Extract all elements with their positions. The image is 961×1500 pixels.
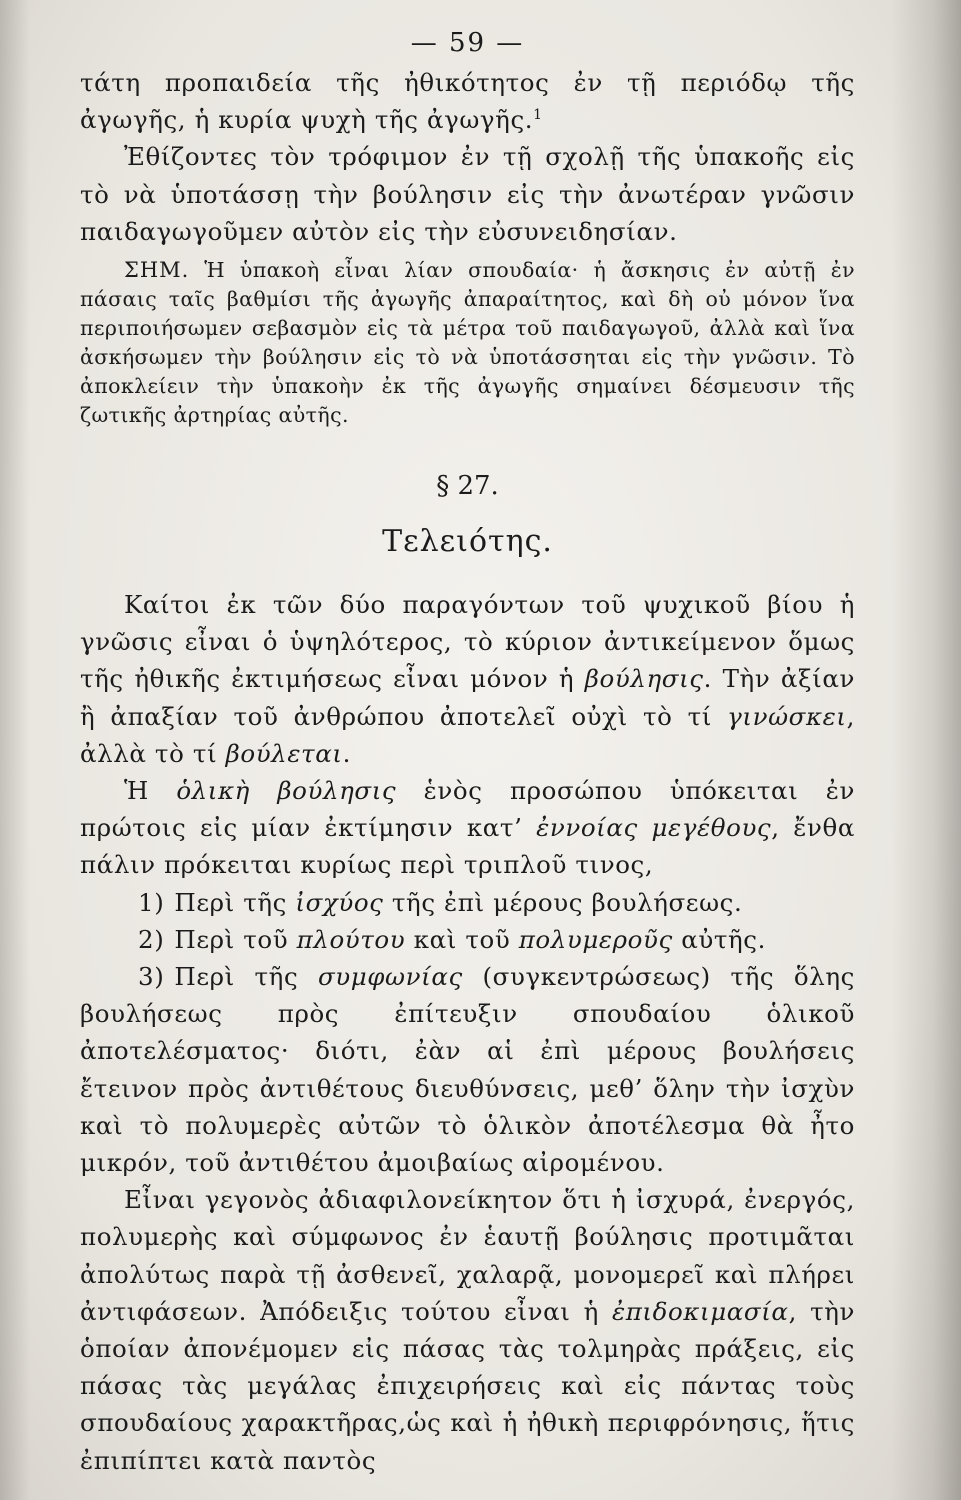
italic-term: γινώσκει <box>727 701 847 731</box>
italic-term: συμφωνίας <box>317 962 463 992</box>
paragraph-text: τάτη προπαιδεία τῆς ἠθικότητος ἐν τῇ περιόδῳ τῆς ἀγωγῆς, ἡ κυρία ψυχὴ τῆς ἀγωγῆς. <box>80 68 855 135</box>
text-run: Καίτοι ἐκ τῶν δύο παραγόντων τοῦ ψυχικοῦ βίου ἡ γνῶσις εἶναι ὁ ὑψηλότερος, τὸ κύριον ἀντικείμενον ὅμως τῆς ἠθικῆς ἐκτιμήσεως εἶναι μόνον ἡ <box>80 590 855 694</box>
italic-term: πλούτου <box>296 924 406 954</box>
page-content <box>80 22 855 1479</box>
section-number: § 27. <box>436 471 499 502</box>
text-run: ἑνὸς προσώπου ὑπόκειται ἐν πρώτοις εἰς μίαν ἐκτίμησιν κατ’ <box>80 776 855 843</box>
note-paragraph <box>80 256 855 430</box>
italic-term: πολυμεροῦς <box>518 924 673 954</box>
text-run: , τὴν ὁποίαν ἀπονέμομεν εἰς πάσας τὰς τολμηρὰς πράξεις, εἰς πάσας τὰς μεγάλας ἐπιχειρήσεις καὶ εἰς πάντας τοὺς σπουδαίους χαρακτῆρας,ὡς καὶ ἡ ἠθικὴ περιφρόνησις, ἥτις ἐπιπίπτει κατὰ παντὸς <box>80 1296 855 1475</box>
note-label: ΣΗΜ. <box>124 258 190 283</box>
paragraph <box>80 586 855 772</box>
paragraph <box>80 772 855 884</box>
paragraph: Ἐθίζοντες τὸν τρόφιμον ἐν τῇ σχολῇ τῆς ὑπακοῆς εἰς τὸ νὰ ὑποτάσσῃ τὴν βούλησιν εἰς τὴν ἀνωτέραν γνῶσιν παιδαγωγοῦμεν αὐτὸν εἰς τὴν εὐσυνειδησίαν. <box>80 142 855 246</box>
page-number: — 59 — <box>410 28 525 58</box>
text-run: , ἀλλὰ τὸ τί <box>80 701 855 768</box>
binding-gutter-shadow <box>891 0 961 1500</box>
list-number: 1) <box>138 887 165 917</box>
text-run: Περὶ τῆς <box>174 887 296 917</box>
note-text: Ἡ ὑπακοὴ εἶναι λίαν σπουδαία· ἡ ἄσκησις ἐν αὐτῇ ἐν πάσαις ταῖς βαθμίσι τῆς ἀγωγῆς ἀπαραίτητος, καὶ δὴ οὐ μόνον ἵνα περιποιήσωμεν σεβασμὸν εἰς τὰ μέτρα τοῦ παιδαγωγοῦ, ἀλλὰ καὶ ἵνα ἀσκήσωμεν τὴν βούλησιν εἰς τὸ νὰ ὑποτάσσηται εἰς τὴν γνῶσιν. Τὸ ἀποκλείειν τὴν ὑπακοὴν ἐκ τῆς ἀγωγῆς σημαίνει δέσμευσιν τῆς ζωτικῆς ἀρτηρίας αὐτῆς. <box>80 258 856 428</box>
text-run: . Τὴν ἀξίαν ἢ ἀπαξίαν τοῦ ἀνθρώπου ἀποτελεῖ οὐχὶ τὸ τί <box>80 664 855 731</box>
italic-term: ὁλικὴ βούλησις <box>176 776 397 806</box>
text-run: Περὶ τοῦ <box>174 924 297 954</box>
italic-term: ἐννοίας μεγέθους <box>536 813 772 843</box>
italic-term: βούλησις <box>584 664 704 694</box>
text-run: (συγκεντρώσεως) τῆς ὅλης βουλήσεως πρὸς ἐπίτευξιν σπουδαίου ὁλικοῦ ἀποτελέσματος· διότι, ἐὰν αἱ ἐπὶ μέρους βουλήσεις ἔτεινον πρὸς ἀντιθέτους διευθύνσεις, μεθ’ ὅλην τὴν ἰσχὺν καὶ τὸ πολυμερὲς αὐτῶν τὸ ὁλικὸν ἀποτέλεσμα θὰ ἦτο μικρόν, τοῦ ἀντιθέτου ἀμοιβαίως αἰρομένου. <box>80 962 856 1178</box>
text-run: , ἔνθα πάλιν πρόκειται κυρίως περὶ τριπλοῦ τινος, <box>80 813 856 880</box>
italic-term: ἰσχύος <box>295 887 384 917</box>
paragraph <box>80 1181 855 1479</box>
list-item <box>80 921 855 958</box>
text-run: Εἶναι γεγονὸς ἀδιαφιλονείκητον ὅτι ἡ ἰσχυρά, ἐνεργός, πολυμερὴς καὶ σύμφωνος ἐν ἑαυτῇ βούλησις προτιμᾶται ἀπολύτως παρὰ τῇ ἀσθενεῖ, χαλαρᾷ, μονομερεῖ καὶ πλήρει ἀντιφάσεων. Ἀπόδειξις τούτου εἶναι ἡ <box>80 1185 855 1326</box>
footnote-marker: 1 <box>533 107 543 124</box>
italic-term: ἐπιδοκιμασία <box>611 1296 789 1326</box>
list-item <box>80 958 855 1181</box>
list-number: 2) <box>138 924 165 954</box>
list-item <box>80 884 855 921</box>
text-run: τῆς ἐπὶ μέρους βουλήσεως. <box>383 887 743 917</box>
list-number: 3) <box>138 962 165 992</box>
text-run: Περὶ τῆς <box>174 962 318 992</box>
section-title: Τελειότης. <box>382 524 553 560</box>
text-run: αὐτῆς. <box>672 924 767 954</box>
text-run: καὶ τοῦ <box>405 924 519 954</box>
page-edge-shadow <box>0 0 30 1500</box>
text-run: Ἡ <box>124 776 177 806</box>
italic-term: βούλεται <box>225 738 343 768</box>
paragraph-continued <box>80 64 855 138</box>
text-run: . <box>342 738 351 768</box>
